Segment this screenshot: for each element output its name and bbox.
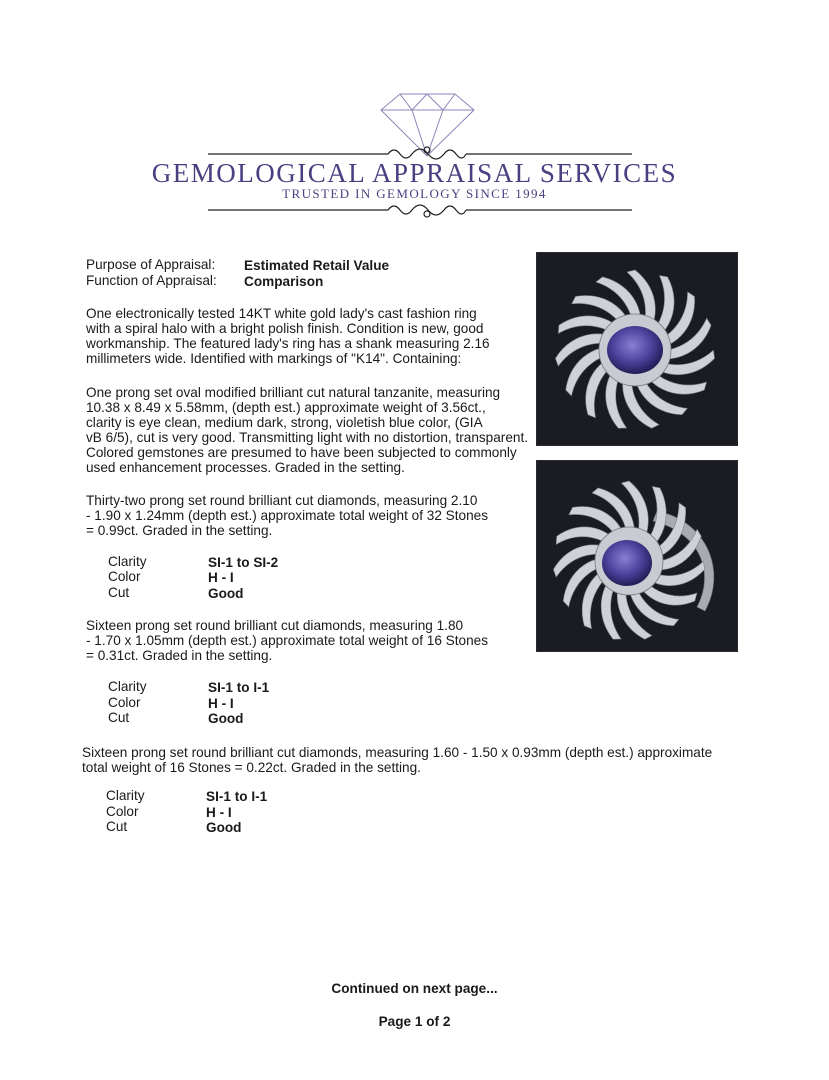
tanzanite-stone <box>602 540 652 586</box>
text-line: - 1.70 x 1.05mm (depth est.) approximate total weight of 16 Stones <box>86 633 488 648</box>
diamond-group-2-description <box>86 618 488 663</box>
purpose-value: Estimated Retail Value <box>244 258 390 273</box>
color-label: Color <box>108 569 141 584</box>
text-line: vB 6/5), cut is very good. Transmitting light with no distortion, transparent. <box>86 430 529 445</box>
text-line: - 1.90 x 1.24mm (depth est.) approximate total weight of 32 Stones <box>86 508 488 523</box>
color-label: Color <box>108 695 141 710</box>
diamond-group-1-description <box>86 493 488 538</box>
cut-value: Good <box>206 820 242 835</box>
text-line: Sixteen prong set round brilliant cut diamonds, measuring 1.80 <box>86 618 464 633</box>
diamond-group-3-description <box>82 745 712 775</box>
company-name: GEMOLOGICAL APPRAISAL SERVICES <box>151 158 678 188</box>
text-line: = 0.31ct. Graded in the setting. <box>86 648 273 663</box>
bottom-divider <box>208 205 632 217</box>
text-line: Colored gemstones are presumed to have been subjected to commonly <box>86 445 517 460</box>
clarity-value: SI-1 to I-1 <box>206 789 268 804</box>
function-label: Function of Appraisal: <box>86 273 217 288</box>
text-line: total weight of 16 Stones = 0.22ct. Graded in the setting. <box>82 760 421 775</box>
center-stone-description <box>86 385 528 475</box>
ring-image-top <box>537 253 737 445</box>
continued-note: Continued on next page... <box>331 981 498 996</box>
text-line: One electronically tested 14KT white gold lady's cast fashion ring <box>86 306 477 321</box>
clarity-label: Clarity <box>108 679 147 694</box>
cut-label: Cut <box>108 585 130 600</box>
cut-value: Good <box>208 586 244 601</box>
function-value: Comparison <box>244 274 324 289</box>
cut-value: Good <box>208 711 244 726</box>
color-value: H - I <box>208 570 234 585</box>
text-line: One prong set oval modified brilliant cut natural tanzanite, measuring <box>86 385 501 400</box>
page-number: Page 1 of 2 <box>378 1014 451 1029</box>
text-line: Thirty-two prong set round brilliant cut diamonds, measuring 2.10 <box>86 493 478 508</box>
color-value: H - I <box>208 696 234 711</box>
clarity-label: Clarity <box>106 788 145 803</box>
clarity-value: SI-1 to SI-2 <box>208 555 279 570</box>
text-line: millimeters wide. Identified with markings of "K14". Containing: <box>86 351 462 366</box>
text-line: Sixteen prong set round brilliant cut diamonds, measuring 1.60 - 1.50 x 0.93mm (depth est.) approximate <box>82 745 713 760</box>
clarity-label: Clarity <box>108 554 147 569</box>
ring-photo-top <box>536 252 738 446</box>
purpose-label: Purpose of Appraisal: <box>86 257 216 272</box>
tanzanite-stone <box>607 326 663 374</box>
company-tagline: TRUSTED IN GEMOLOGY SINCE 1994 <box>282 186 547 201</box>
text-line: used enhancement processes. Graded in the setting. <box>86 460 405 475</box>
cut-label: Cut <box>106 819 128 834</box>
ring-description <box>86 306 490 366</box>
clarity-value: SI-1 to I-1 <box>208 680 270 695</box>
cut-label: Cut <box>108 710 130 725</box>
color-label: Color <box>106 804 139 819</box>
text-line: with a spiral halo with a bright polish finish. Condition is new, good <box>86 321 484 336</box>
text-line: clarity is eye clean, medium dark, strong, violetish blue color, (GIA <box>86 415 483 430</box>
ring-image-side <box>537 461 737 651</box>
text-line: = 0.99ct. Graded in the setting. <box>86 523 273 538</box>
text-line: workmanship. The featured lady's ring has a shank measuring 2.16 <box>86 336 490 351</box>
ring-photo-side <box>536 460 738 652</box>
color-value: H - I <box>206 805 232 820</box>
text-line: 10.38 x 8.49 x 5.58mm, (depth est.) approximate weight of 3.56ct., <box>86 400 486 415</box>
